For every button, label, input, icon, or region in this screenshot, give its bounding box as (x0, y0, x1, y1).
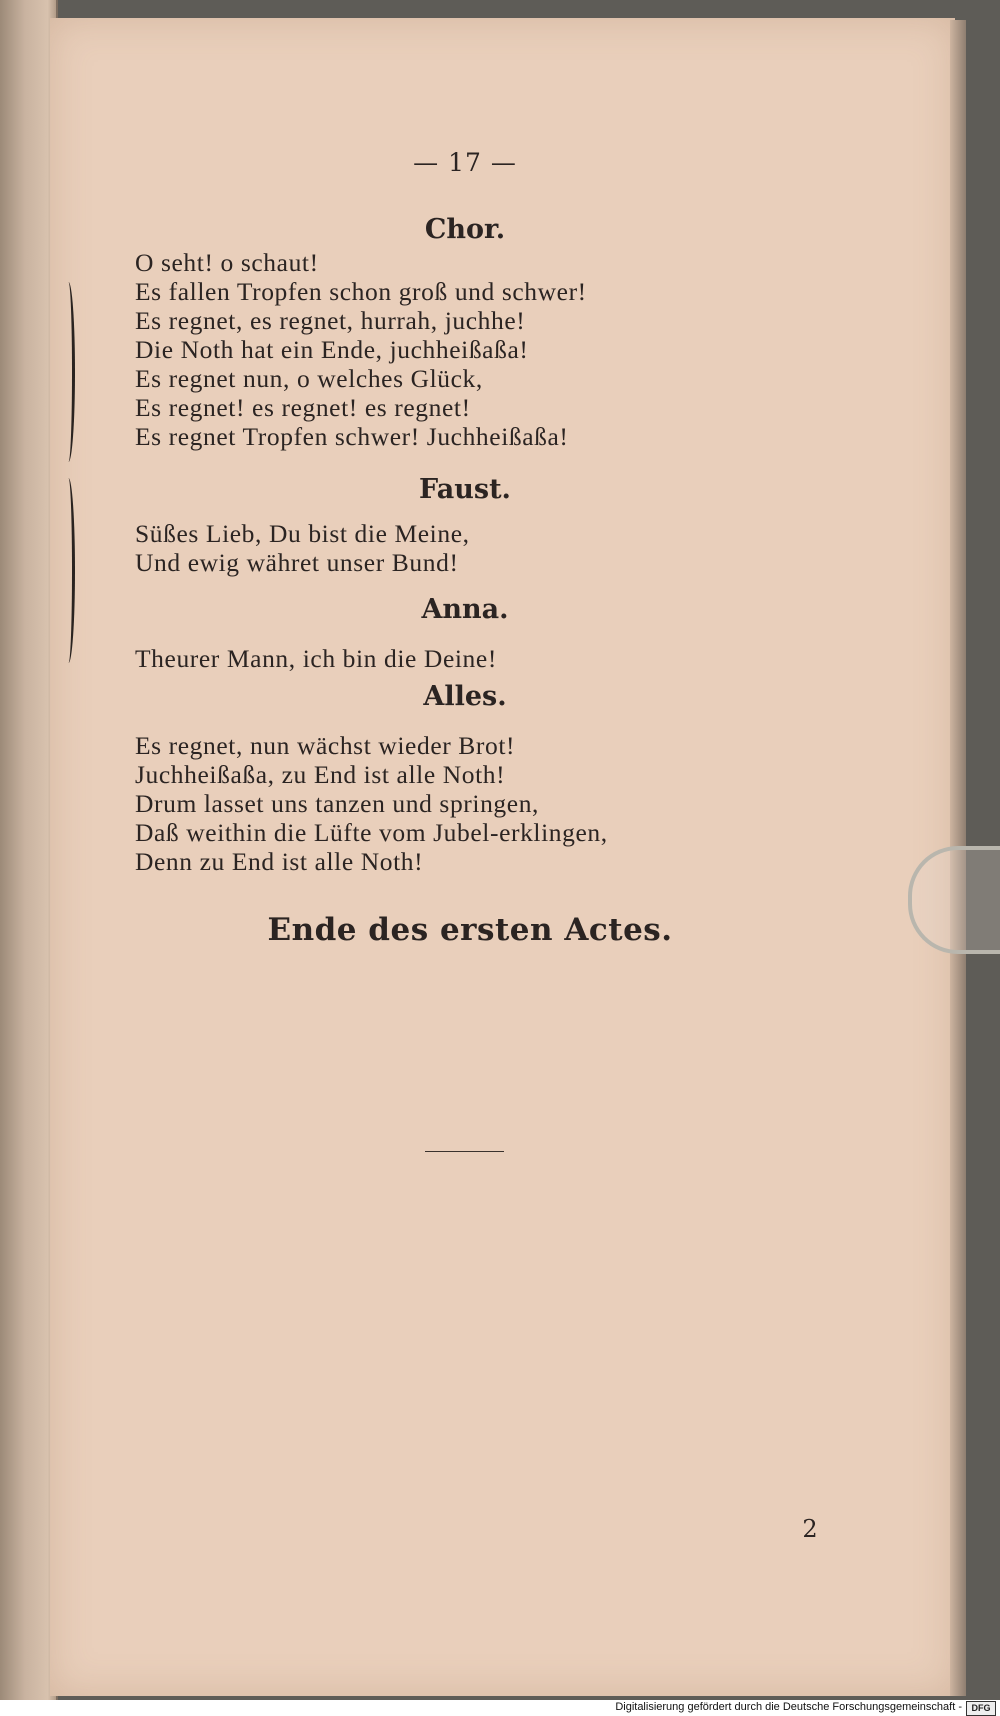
verse-line: Es regnet, es regnet, hurrah, juchhe! (135, 306, 526, 335)
end-rule (425, 1151, 504, 1152)
verse-chor (135, 248, 587, 451)
speaker-anna: Anna. (421, 594, 509, 625)
act-end-heading: Ende des ersten Actes. (267, 912, 673, 948)
verse-line: Juchheißaßa, zu End ist alle Noth! (135, 760, 506, 789)
glass-clip (908, 846, 1000, 954)
verse-line: O seht! o schaut! (135, 248, 319, 277)
verse-faust (135, 519, 470, 577)
digitization-credit: Digitalisierung gefördert durch die Deutsche Forschungsgemeinschaft - (615, 1701, 962, 1713)
verse-line: Daß weithin die Lüfte vom Jubel-erklingen, (135, 818, 608, 847)
page-number: — 17 — (413, 148, 517, 177)
signature-mark: 2 (802, 1515, 818, 1543)
verse-line: Es regnet! es regnet! es regnet! (135, 393, 471, 422)
speaker-faust: Faust. (419, 474, 511, 505)
verse-line: Es fallen Tropfen schon groß und schwer! (135, 277, 587, 306)
verse-line: Die Noth hat ein Ende, juchheißaßa! (135, 335, 529, 364)
verse-anna (135, 644, 497, 673)
margin-bracket-lower (62, 478, 75, 663)
verse-line: Und ewig währet unser Bund! (135, 548, 459, 577)
verse-alles (135, 731, 608, 876)
verse-line: Es regnet Tropfen schwer! Juchheißaßa! (135, 422, 569, 451)
dfg-logo: DFG (966, 1701, 996, 1716)
verse-line: Drum lasset uns tanzen und springen, (135, 789, 540, 818)
verse-line: Es regnet, nun wächst wieder Brot! (135, 731, 516, 760)
verse-line: Denn zu End ist alle Noth! (135, 847, 424, 876)
speaker-alles: Alles. (423, 681, 507, 712)
verse-line: Es regnet nun, o welches Glück, (135, 364, 483, 393)
verse-line: Theurer Mann, ich bin die Deine! (135, 644, 497, 673)
speaker-chor: Chor. (424, 214, 506, 245)
verse-line: Süßes Lieb, Du bist die Meine, (135, 519, 470, 548)
margin-bracket-upper (62, 282, 75, 462)
